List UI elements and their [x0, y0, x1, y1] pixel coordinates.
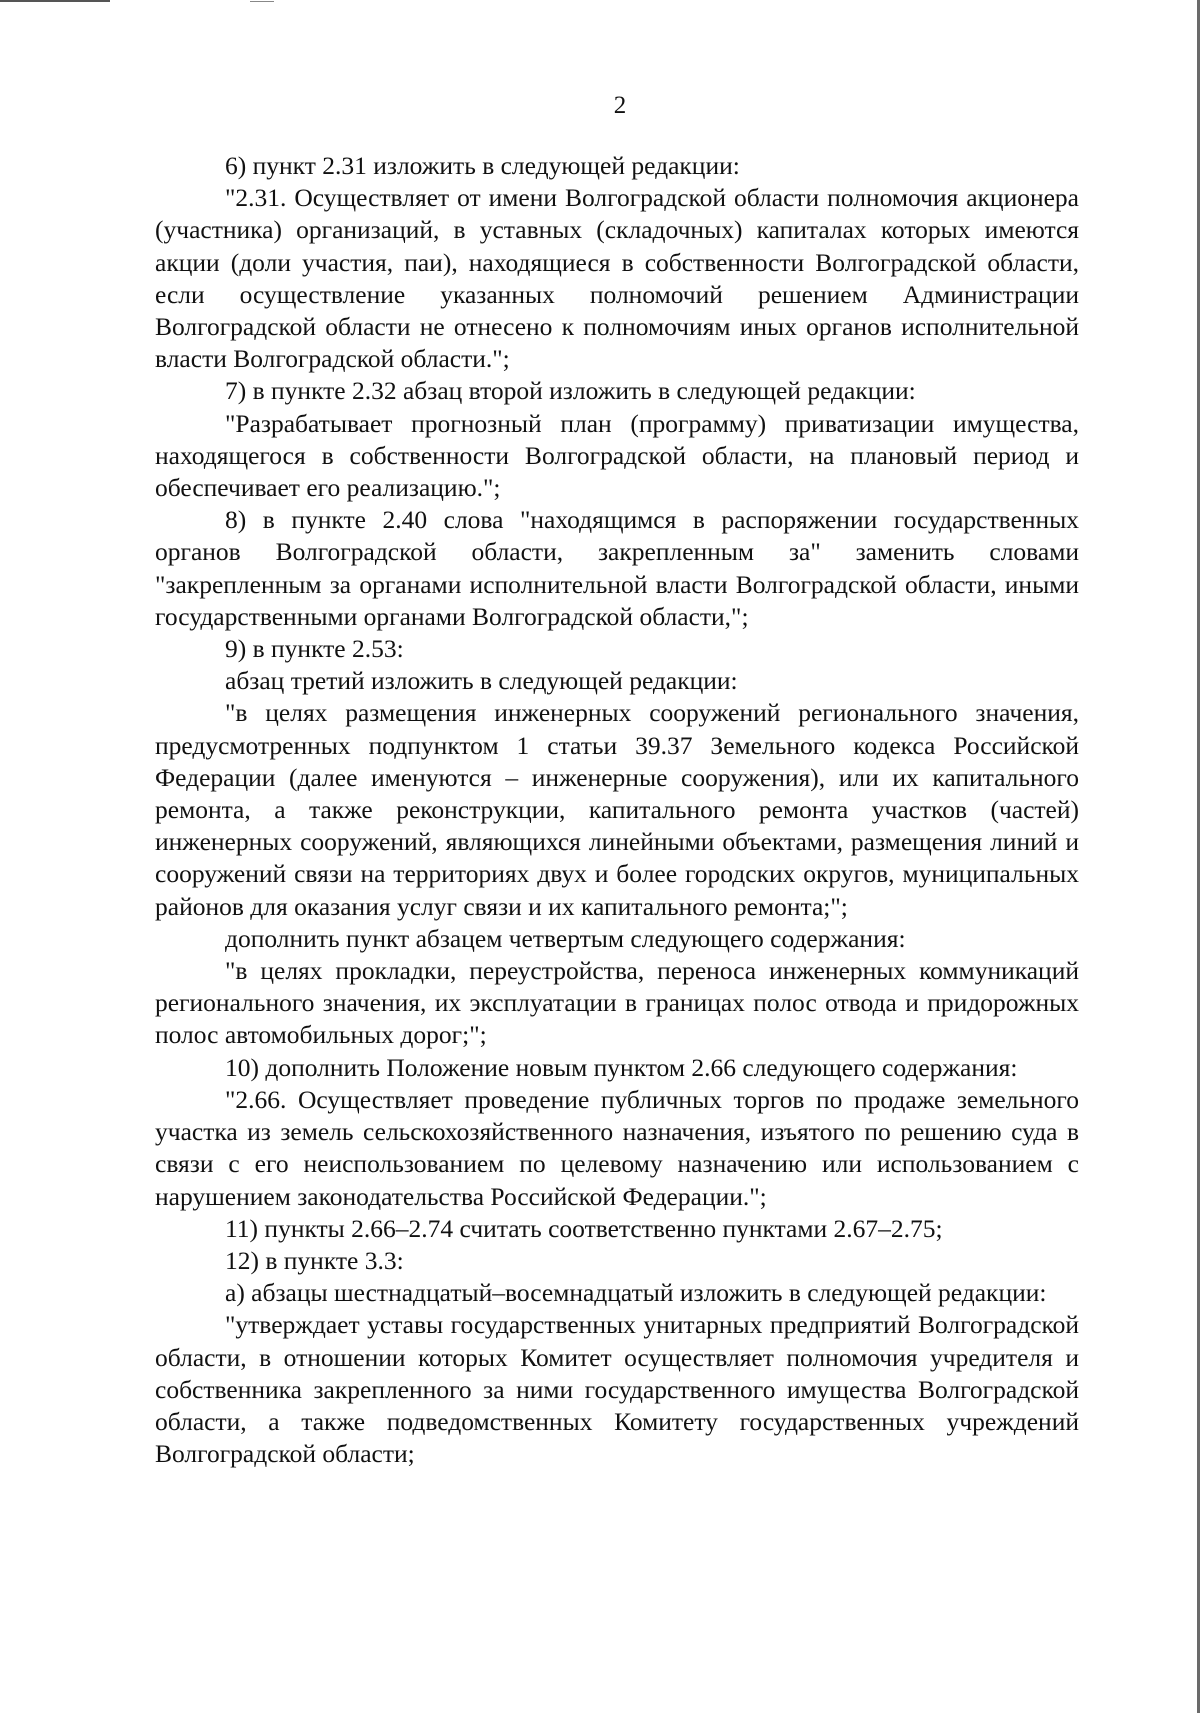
paragraph: 8) в пункте 2.40 слова "находящимся в распоряжении государственных органов Волгоградской области, закрепленным за" заменить словами "закрепленным за органами исполнительной власти Волгоградской области, иными государственными органами Волгоградской области,";	[155, 505, 1079, 631]
paragraph: 10) дополнить Положение новым пунктом 2.66 следующего содержания:	[225, 1052, 1018, 1082]
scan-edge-mark	[0, 0, 110, 2]
paragraph: "в целях прокладки, переустройства, переноса инженерных коммуникаций регионального значения, их эксплуатации в границах полос отвода и придорожных полос автомобильных дорог;";	[155, 956, 1079, 1050]
page-number: 2	[613, 92, 627, 119]
paragraph: "в целях размещения инженерных сооружений регионального значения, предусмотренных подпунктом 1 статьи 39.37 Земельного кодекса Российской Федерации (далее именуются – инженерные сооружения), или их капитального ремонта, а также реконструкции, капитального ремонта участков (частей) инженерных сооружений, являющихся линейными объектами, размещения линий и сооружений связи на территориях двух и более городских округов, муниципальных районов для оказания услуг связи и их капитального ремонта;";	[155, 698, 1079, 921]
scan-edge-mark	[250, 1, 274, 2]
paragraph: 7) в пункте 2.32 абзац второй изложить в следующей редакции:	[225, 376, 916, 406]
paragraph: 6) пункт 2.31 изложить в следующей редакции:	[225, 151, 740, 180]
paragraph: "утверждает уставы государственных унитарных предприятий Волгоградской области, в отношении которых Комитет осуществляет полномочия учредителя и собственника закрепленного за ними государственного имущества Волгоградской области, а также подведомственных Комитету государственных учреждений Волгоградской области;	[155, 1310, 1079, 1469]
paragraph: "Разрабатывает прогнозный план (программу) приватизации имущества, находящегося в собственности Волгоградской области, на плановый период и обеспечивает его реализацию.";	[155, 408, 1079, 503]
paragraph: 11) пункты 2.66–2.74 считать соответственно пунктами 2.67–2.75;	[225, 1213, 943, 1243]
paragraph: "2.66. Осуществляет проведение публичных торгов по продаже земельного участка из земель сельскохозяйственного назначения, изъятого по решению суда в связи с его неиспользованием по целевому назначению или использованием с нарушением законодательства Российской Федерации.";	[155, 1084, 1079, 1211]
paragraph: 9) в пункте 2.53:	[225, 634, 404, 664]
paragraph: абзац третий изложить в следующей редакции:	[225, 666, 738, 696]
document-body	[155, 150, 1079, 1470]
paragraph: дополнить пункт абзацем четвертым следующего содержания:	[225, 923, 906, 953]
paragraph: "2.31. Осуществляет от имени Волгоградской области полномочия акционера (участника) организаций, в уставных (складочных) капиталах которых имеются акции (доли участия, паи), находящиеся в собственности Волгоградской области, если осуществление указанных полномочий решением Администрации Волгоградской области не отнесено к полномочиям иных органов исполнительной власти Волгоградской области.";	[155, 183, 1079, 374]
paragraph: 12) в пункте 3.3:	[225, 1245, 404, 1275]
paragraph: а) абзацы шестнадцатый–восемнадцатый изложить в следующей редакции:	[225, 1278, 1047, 1308]
